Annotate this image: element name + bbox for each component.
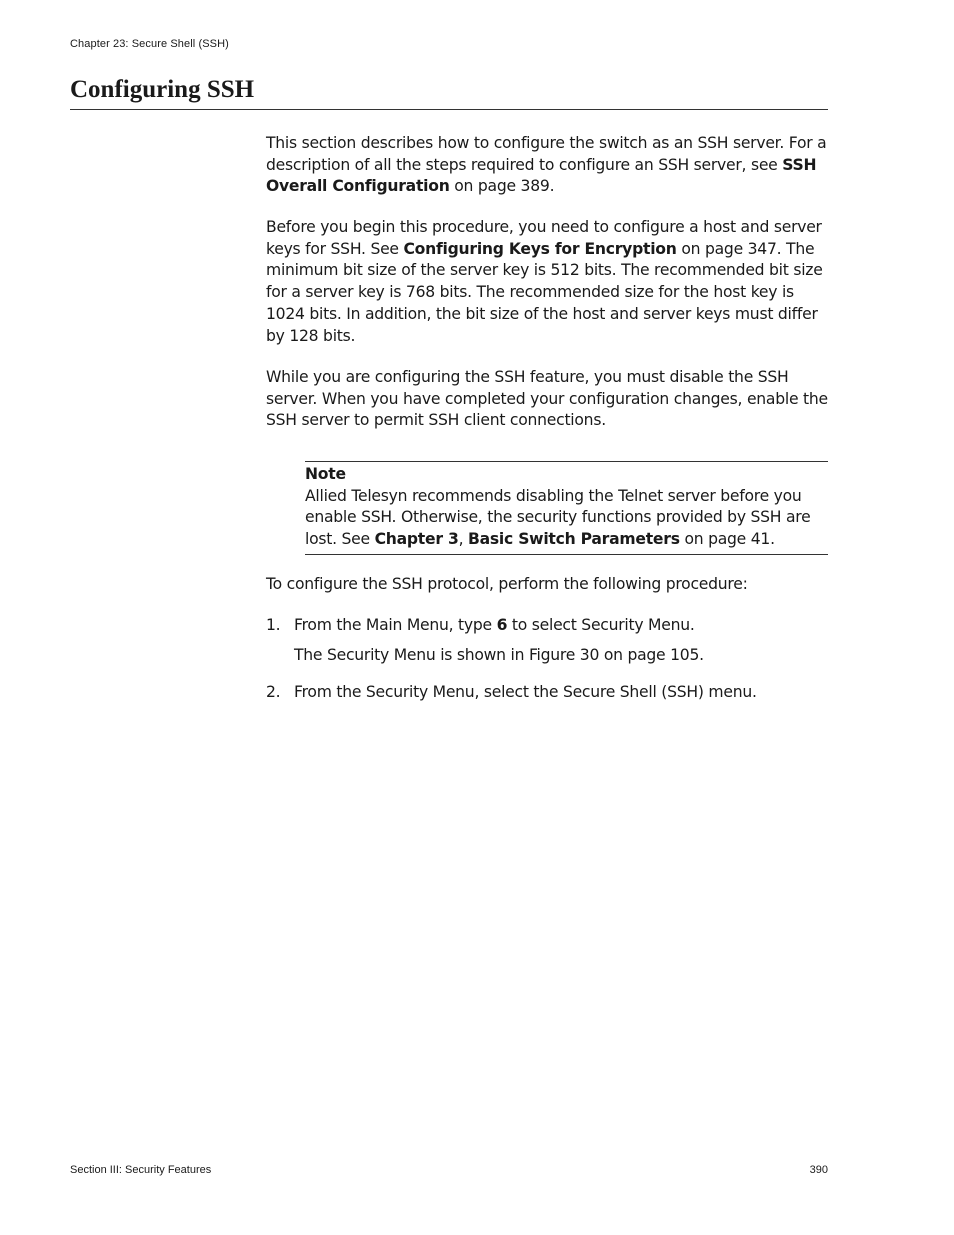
disable-server-paragraph [266,367,832,432]
step-text-part: to select Security Menu. [507,616,695,634]
page-number: 390 [809,1164,828,1176]
chapter-3-link[interactable]: Chapter 3 [374,530,459,549]
running-header: Chapter 23: Secure Shell (SSH) [70,38,229,50]
step-number: 2. [266,683,281,701]
menu-key: 6 [496,616,508,634]
note-separator: , [458,530,468,549]
disable-server-text: While you are configuring the SSH feature, you must disable the SSH server. When you have completed your configuration changes, enable the SSH server to permit SSH client connections. [266,368,828,430]
step-result-text: The Security Menu is shown in Figure 30 on page 105. [294,646,704,664]
step-text [294,615,695,637]
note-box [305,461,828,555]
intro-text: This section describes how to configure the switch as an SSH server. For a description of all the steps required to configure an SSH server, see [266,134,827,174]
title-rule [70,109,828,110]
procedure-intro-text: To configure the SSH protocol, perform the following procedure: [266,575,748,593]
running-footer: Section III: Security Features [70,1164,212,1176]
page-title: Configuring SSH [70,76,255,103]
intro-page-ref: on page 389. [449,177,555,196]
ssh-overall-configuration-link[interactable]: SSH Overall Configuration [266,155,817,196]
step-number: 1. [266,616,281,634]
note-page-ref: on page 41. [679,530,775,549]
intro-paragraph [266,133,832,198]
step-text: From the Security Menu, select the Secure Shell (SSH) menu. [294,683,757,701]
procedure-intro [266,574,832,596]
note-text: Allied Telesyn recommends disabling the Telnet server before you enable SSH. Otherwise, the security functions provided by SSH are lost. See [305,486,811,549]
prerequisite-paragraph [266,217,832,347]
basic-switch-parameters-link[interactable]: Basic Switch Parameters [467,530,680,549]
note-label: Note [305,465,346,483]
configuring-keys-link[interactable]: Configuring Keys for Encryption [403,239,677,258]
step-text-part: From the Main Menu, type [294,616,497,634]
prerequisite-details: on page 347. The minimum bit size of the server key is 512 bits. The recommended bit size for a server key is 768 bits. The recommended size for the host key is 1024 bits. In addition, the bit size of the host and server keys must differ by 128 bits. [266,239,823,345]
prerequisite-text: Before you begin this procedure, you need to configure a host and server keys for SSH. See [266,218,822,258]
